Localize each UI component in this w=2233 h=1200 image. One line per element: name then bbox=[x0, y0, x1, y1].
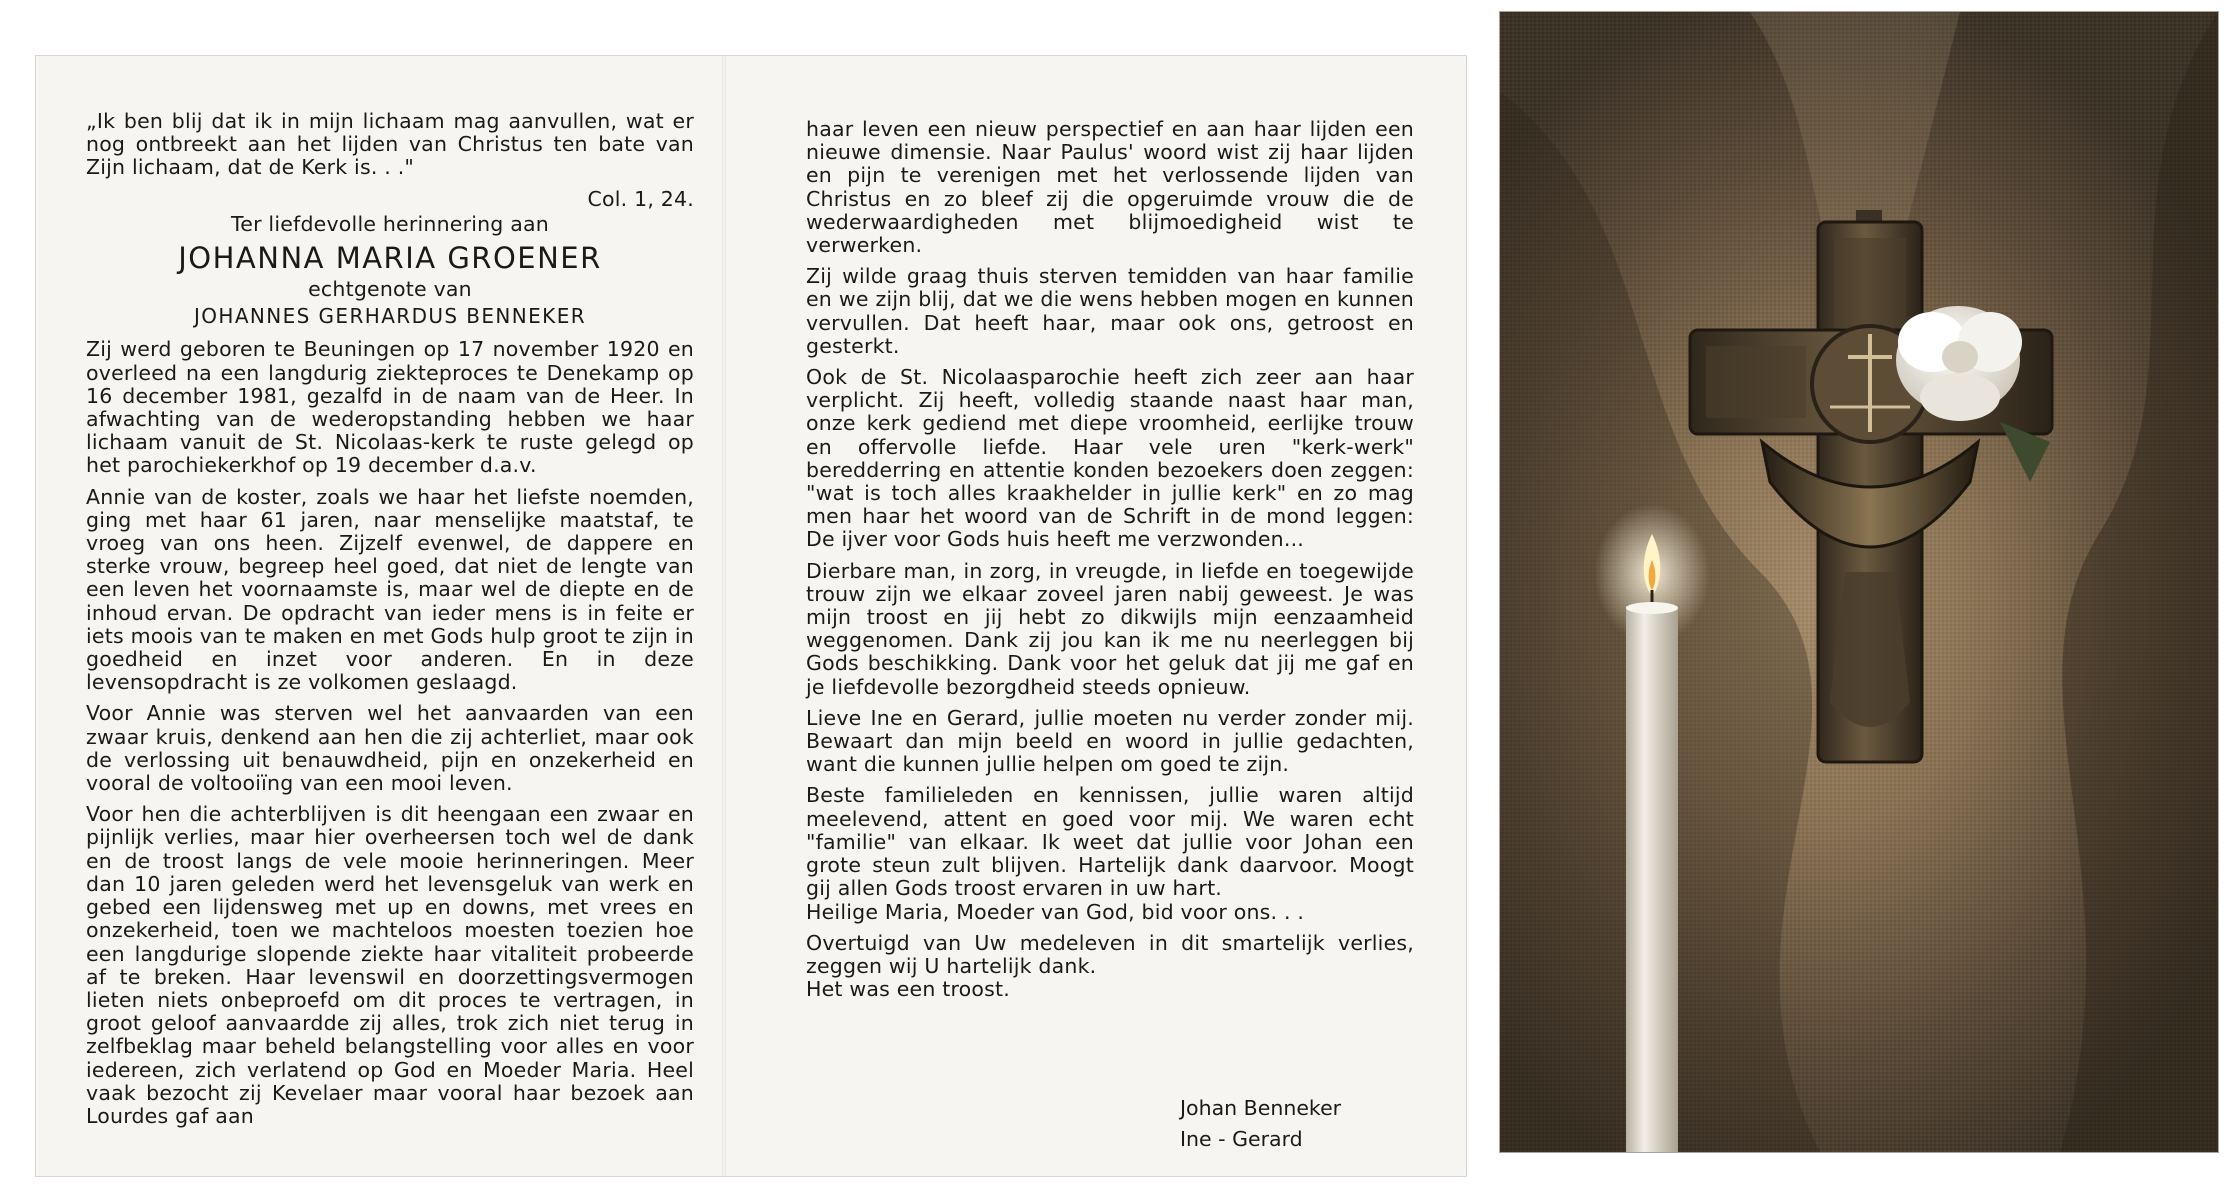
paragraph: Overtuigd van Uw medeleven in dit smartelijk verlies, zeggen wij U hartelijk dank. bbox=[806, 930, 1414, 978]
paragraph: Zij wilde graag thuis sterven temidden van haar familie en we zijn blij, dat we die wens hebben mogen en kunnen vervullen. Dat heeft haar, maar ook ons, getroost en gesterkt. bbox=[806, 264, 1414, 358]
paragraph: Voor hen die achterblijven is dit heengaan een zwaar en pijnlijk verlies, maar hier overheersen toch wel de dank en de troost langs de vele mooie herinneringen. Meer dan 10 jaren geleden werd het levensgeluk van werk en gebed een lijdensweg met up en downs, met vrees en onzekerheid, toen we machteloos moesten toezien hoe een langdurige slopende ziekte haar vitaliteit probeerde af te breken. Haar levenswil en doorzettingsvermogen lieten niets onbeproefd om dit proces te vertragen, in groot geloof aanvaardde zij alles, trok zich niet terug in zelfbeklag maar beheld belangstelling voor alles en voor iedereen, zich verlatend op God en Moeder Maria. Heel vaak bezocht zij Kevelaer maar vooral haar bezoek aan Lourdes gaf aan bbox=[86, 802, 694, 1128]
signature-line: Ine - Gerard bbox=[1180, 1127, 1303, 1151]
paragraph: Ook de St. Nicolaasparochie heeft zich zeer aan haar verplicht. Zij heeft, volledig staande naast haar man, onze kerk gediend met diepe vroomheid, eerlijke trouw en offervolle liefde. Haar vele uren "kerk-werk" beredderring en attentie konden bezoekers doen zeggen: "wat is toch alles kraakhelder in jullie kerk" en zo mag men haar het woord van de Schrift in de mond leggen: De ijver voor Gods huis heeft me verzwonden... bbox=[806, 365, 1414, 552]
paragraph: Heilige Maria, Moeder van God, bid voor ons. . . bbox=[806, 899, 1305, 924]
paragraph: haar leven een nieuw perspectief en aan haar lijden een nieuwe dimensie. Naar Paulus' woord wist zij haar lijden en pijn te verenigen met het verlossende lijden van Christus en zo bleef zij die opgeruimde vrouw die de wederwaardigheden met blijmoedigheid wist te verwerken. bbox=[806, 117, 1414, 258]
paragraph: Annie van de koster, zoals we haar het liefste noemden, ging met haar 61 jaren, naar menselijke maatstaf, te vroeg van ons heen. Zijzelf evenwel, de dappere en sterke vrouw, begreep heel goed, dat niet de lengte van een leven het voornaamste is, maar wel de diepte en de inhoud ervan. De opdracht van ieder mens is in feite er iets moois van te maken en met Gods hulp groot te zijn in goedheid en inzet voor anderen. En in deze levensopdracht is ze volkomen geslaagd. bbox=[86, 484, 694, 695]
card-fold bbox=[722, 56, 726, 1176]
paragraph: Dierbare man, in zorg, in vreugde, in liefde en toegewijde trouw zijn we elkaar zoveel jaren nabij geweest. Je was mijn troost en jij hebt zo dikwijls mijn eenzaamheid weggenomen. Dank zij jou kan ik me nu neerleggen bij Gods beschikking. Dank voor het geluk dat jij me gaf en je liefdevolle bezorgdheid steeds opnieuw. bbox=[806, 558, 1414, 699]
bible-reference: Col. 1, 24. bbox=[587, 186, 694, 211]
spouse-label: echtgenote van bbox=[308, 277, 472, 302]
spouse-name: JOHANNES GERHARDUS BENNEKER bbox=[193, 304, 587, 329]
paragraph: Lieve Ine en Gerard, jullie moeten nu verder zonder mij. Bewaart dan mijn beeld en woord in jullie gedachten, want die kunnen jullie helpen om goed te zijn. bbox=[806, 705, 1414, 777]
paragraph: Het was een troost. bbox=[806, 977, 1010, 1002]
deceased-name: JOHANNA MARIA GROENER bbox=[178, 241, 602, 276]
photo-illustration bbox=[1500, 12, 2218, 1152]
bible-quote: „Ik ben blij dat ik in mijn lichaam mag aanvullen, wat er nog ontbreekt aan het lijden van Christus ten bate van Zijn lichaam, dat de Kerk is. . ." bbox=[86, 109, 694, 180]
remembrance-intro: Ter liefdevolle herinnering aan bbox=[231, 211, 549, 236]
memorial-photo bbox=[1500, 12, 2218, 1152]
paragraph: Beste familieleden en kennissen, jullie waren altijd meelevend, attent en goed voor mij. We waren echt "familie" van elkaar. Ik weet dat jullie voor Johan een grote steun zult blijven. Hartelijk dank daarvoor. Moogt gij allen Gods troost ervaren in uw hart. bbox=[806, 783, 1414, 901]
right-column bbox=[806, 118, 1414, 1009]
signature-line: Johan Benneker bbox=[1180, 1096, 1342, 1120]
left-column bbox=[86, 110, 694, 1128]
paragraph: Voor Annie was sterven wel het aanvaarden van een zwaar kruis, denkend aan hen die zij achterliet, maar ook de verlossing uit benauwdheid, pijn en onzekerheid en vooral de voltooiïng van een mooi leven. bbox=[86, 701, 694, 796]
paragraph: Zij werd geboren te Beuningen op 17 november 1920 en overleed na een langdurig ziekteproces te Denekamp op 16 december 1981, gezalfd in de naam van de Heer. In afwachting van de wederopstanding hebben we haar lichaam vanuit de St. Nicolaas-kerk te ruste gelegd op het parochiekerkhof op 19 december d.a.v. bbox=[86, 337, 694, 478]
